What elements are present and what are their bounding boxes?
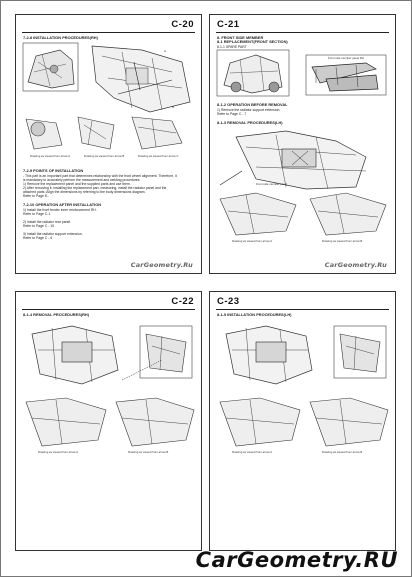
- after-line: 1) Install the front fender inner reinforcement RH.: [23, 208, 97, 212]
- section-heading: 8-1-5 INSTALLATION PROCEDURES(LH): [217, 312, 292, 317]
- section-heading: 8-1-4 REMOVAL PROCEDURES(RH): [23, 312, 90, 317]
- removal-detail-views: [22, 396, 197, 452]
- caption-arrow-b: Drawing as viewed from arrow B: [84, 154, 125, 158]
- caption-arrow-a: Drawing as viewed from arrow A: [232, 239, 273, 243]
- installation-detail-views: [22, 113, 197, 158]
- header-rule: [22, 32, 195, 33]
- spare-part-diagram: [216, 49, 391, 99]
- page-watermark: CarGeometry.Ru: [130, 261, 193, 269]
- after-line: Refer to Page C - 6: [23, 236, 53, 240]
- removal-detail-views: [216, 191, 391, 241]
- header-rule: [216, 309, 389, 310]
- manual-page-c23: [209, 291, 396, 551]
- removal-diagram-main: [22, 320, 197, 390]
- installation-detail-views: [216, 396, 391, 452]
- header-rule: [22, 309, 195, 310]
- caption-arrow-b: Drawing as viewed from arrow B: [128, 450, 169, 454]
- manual-page-c21: [209, 14, 396, 274]
- caption-arrow-a: Drawing as viewed from arrow A: [232, 450, 273, 454]
- operation-line: 1) Remove the radiator support extension.: [217, 108, 281, 112]
- page-number: C-21: [217, 19, 240, 30]
- caption-arrow-a: Drawing as viewed from arrow A: [30, 154, 71, 158]
- logo-text-ru: .RU: [355, 548, 398, 572]
- points-line: is mandatory to accurately perform the measurement and welding procedures.: [23, 178, 141, 182]
- after-line: 2) Install the radiator rear panel.: [23, 220, 72, 224]
- points-line: 2) After removing it, installing the replacement part, measuring, install the radiator panel and the: [23, 186, 167, 190]
- caption-arrow-b: Drawing as viewed from arrow B: [322, 450, 363, 454]
- section-heading: 8-1 REPLACEMENT(FRONT SECTION): [217, 39, 288, 44]
- removal-heading: 8-1-3 REMOVAL PROCEDURES(LH): [217, 120, 283, 125]
- header-rule: [216, 32, 389, 33]
- site-logo: [196, 548, 398, 572]
- section-heading: 7-2-8 INSTALLATION PROCEDURES(RH): [23, 35, 98, 40]
- page-watermark: CarGeometry.Ru: [324, 261, 387, 269]
- spare-part-heading: 8-1-1 SPARE PART: [217, 45, 247, 49]
- caption-arrow-a: Drawing as viewed from arrow A: [38, 450, 79, 454]
- operation-heading: 8-1-2 OPERATION BEFORE REMOVAL: [217, 102, 288, 107]
- points-heading: 7-2-9 POINTS OF INSTALLATION: [23, 168, 84, 173]
- operation-line: Refer to Page C - 7: [217, 112, 247, 116]
- points-line: attached parts. Align the dimensions by referring to the body dimensions diagram.: [23, 190, 146, 194]
- manual-page-c22: [15, 291, 202, 551]
- after-heading: 7-2-10 OPERATION AFTER INSTALLATION: [23, 202, 102, 207]
- after-line: Refer to Page C - 10: [23, 224, 55, 228]
- installation-diagram-main: [22, 42, 197, 114]
- points-line: - This part is an important part that determines relationship with the front wheel alignment. Therefore, it: [23, 174, 177, 178]
- page-number: C-20: [171, 19, 194, 30]
- caption-arrow-b: Drawing as viewed from arrow B: [322, 239, 363, 243]
- removal-diagram-main: [216, 127, 391, 191]
- points-line: Refer to Page E-.: [23, 194, 50, 198]
- chapter-title: 8. FRONT SIDE MEMBER: [217, 35, 264, 40]
- points-line: 1) Remove the replacement panel and the supplied parts and use them.: [23, 182, 131, 186]
- svg-text:B: B: [172, 105, 175, 109]
- page-number: C-22: [171, 296, 194, 307]
- part-label: Front side member panel RH: [328, 56, 364, 60]
- after-line: Refer to Page C-1: [23, 212, 51, 216]
- logo-text-geometry: Geometry: [237, 548, 356, 572]
- after-line: 3) Install the radiator support extension.: [23, 232, 83, 236]
- manual-page-c20: [15, 14, 202, 274]
- figure-label: Front side member panel: [256, 182, 288, 186]
- svg-text:A: A: [164, 49, 167, 53]
- page-number: C-23: [217, 296, 240, 307]
- logo-text-car: Car: [195, 548, 238, 572]
- installation-diagram-main: [216, 320, 391, 390]
- caption-arrow-c: Drawing as viewed from arrow C: [138, 154, 179, 158]
